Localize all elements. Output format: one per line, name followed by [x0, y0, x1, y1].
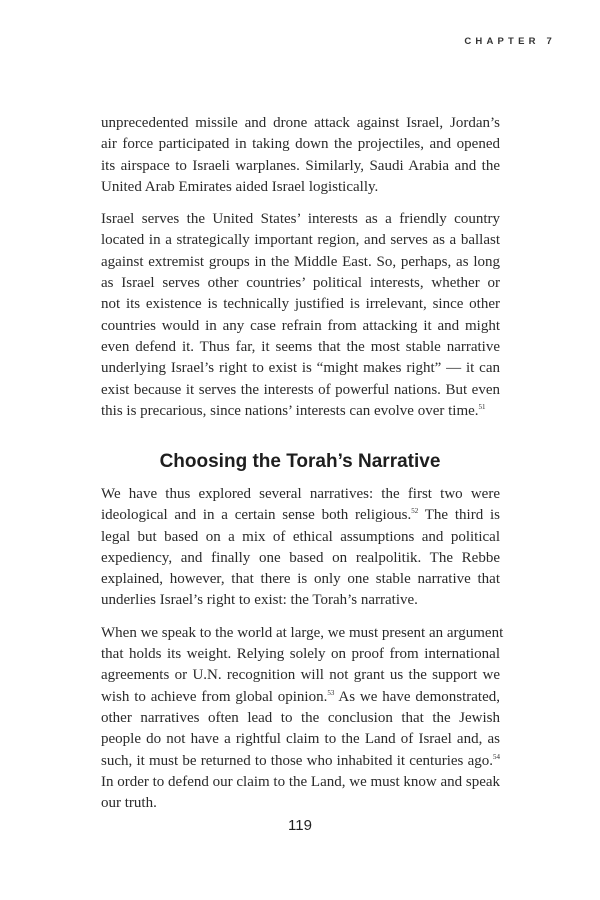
- text-line: [101, 273, 500, 294]
- line-text: people do not have a rightful claim to the Land of Israel and, as: [101, 731, 500, 748]
- text-line: [101, 751, 500, 772]
- line-text: our truth.: [101, 795, 157, 812]
- line-text: that holds its weight. Relying solely on proof from international: [101, 646, 500, 663]
- line-text: as Israel serves other countries’ political interests, whether or: [101, 275, 500, 292]
- line-text: located in a strategically important region, and serves as a ballast: [101, 232, 500, 249]
- line-text: wish to achieve from global opinion.: [101, 688, 328, 705]
- paragraph: [101, 484, 500, 612]
- text-line: [101, 209, 500, 230]
- chapter-header: CHAPTER 7: [464, 36, 556, 47]
- footnote-marker[interactable]: 54: [493, 752, 500, 761]
- text-line: [101, 380, 500, 401]
- text-line: [101, 687, 500, 708]
- text-line: [101, 252, 500, 273]
- line-text: exist because it serves the interests of powerful nations. But even: [101, 381, 500, 398]
- section-body-2: [101, 484, 504, 825]
- line-text: legal but based on a mix of ethical assumptions and political: [101, 528, 500, 545]
- line-text: In order to defend our claim to the Land, we must know and speak: [101, 773, 501, 790]
- text-line: [101, 623, 504, 644]
- text-line: [101, 230, 500, 251]
- line-text: this is precarious, since nations’ interests can evolve over time.: [101, 402, 479, 419]
- text-line: [101, 156, 500, 177]
- line-text: countries would in any case refrain from attacking it and might: [101, 317, 500, 334]
- line-text: underlying Israel’s right to exist is “might makes right” — it can: [101, 360, 500, 377]
- line-text: its airspace to Israeli warplanes. Similarly, Saudi Arabia and the: [101, 157, 500, 174]
- text-line: [101, 548, 500, 569]
- line-text: United Arab Emirates aided Israel logistically.: [101, 178, 379, 195]
- section-body-1: [101, 113, 500, 433]
- text-line: [101, 337, 500, 358]
- text-line: [101, 644, 500, 665]
- text-line: [101, 401, 500, 422]
- section-heading: Choosing the Torah’s Narrative: [159, 451, 441, 472]
- text-line: [101, 484, 500, 505]
- line-text: such, it must be returned to those who inhabited it centuries ago.: [101, 752, 493, 769]
- line-text: ideological and in a certain sense both religious.: [101, 507, 412, 524]
- paragraph: [101, 209, 500, 422]
- text-line: [101, 729, 500, 750]
- text-line: [101, 665, 500, 686]
- line-text: unprecedented missile and drone attack against Israel, Jordan’s: [101, 115, 500, 131]
- line-text: other narratives often lead to the conclusion that the Jewish: [101, 709, 500, 726]
- line-text: As we have demonstrated,: [334, 688, 500, 705]
- text-line: [101, 177, 500, 198]
- line-text: explained, however, that there is only one stable narrative that: [101, 571, 500, 588]
- text-line: [101, 569, 500, 590]
- footnote-marker[interactable]: 53: [327, 688, 335, 697]
- line-text: The third is: [418, 507, 500, 524]
- text-line: [101, 590, 500, 611]
- paragraph: [101, 113, 500, 198]
- footnote-marker[interactable]: 52: [411, 507, 419, 516]
- text-line: [101, 358, 500, 379]
- line-text: Israel serves the United States’ interests as a friendly country: [101, 211, 500, 228]
- text-line: [101, 505, 500, 526]
- text-line: [101, 772, 500, 793]
- text-line: [101, 793, 500, 814]
- line-text: against extremist groups in the Middle East. So, perhaps, as long: [101, 253, 500, 270]
- text-line: [101, 113, 500, 134]
- text-line: [101, 708, 500, 729]
- page-number: 119: [288, 817, 312, 834]
- text-line: [101, 294, 500, 315]
- line-text: underlies Israel’s right to exist: the Torah’s narrative.: [101, 592, 418, 609]
- text-line: [101, 134, 500, 155]
- line-text: We have thus explored several narratives: the first two were: [101, 486, 500, 502]
- line-text: When we speak to the world at large, we must present an argument: [101, 624, 504, 641]
- line-text: agreements or U.N. recognition will not grant us the support we: [101, 667, 500, 684]
- text-line: [101, 527, 500, 548]
- text-line: [101, 316, 500, 337]
- paragraph: [101, 623, 504, 815]
- footnote-marker[interactable]: 51: [478, 402, 486, 411]
- line-text: expediency, and finally one based on realpolitik. The Rebbe: [101, 549, 500, 566]
- line-text: even defend it. Thus far, it seems that the most stable narrative: [101, 338, 500, 355]
- line-text: air force participated in taking down the projectiles, and opened: [101, 136, 500, 153]
- line-text: not its existence is technically justified is irrelevant, since other: [101, 296, 500, 313]
